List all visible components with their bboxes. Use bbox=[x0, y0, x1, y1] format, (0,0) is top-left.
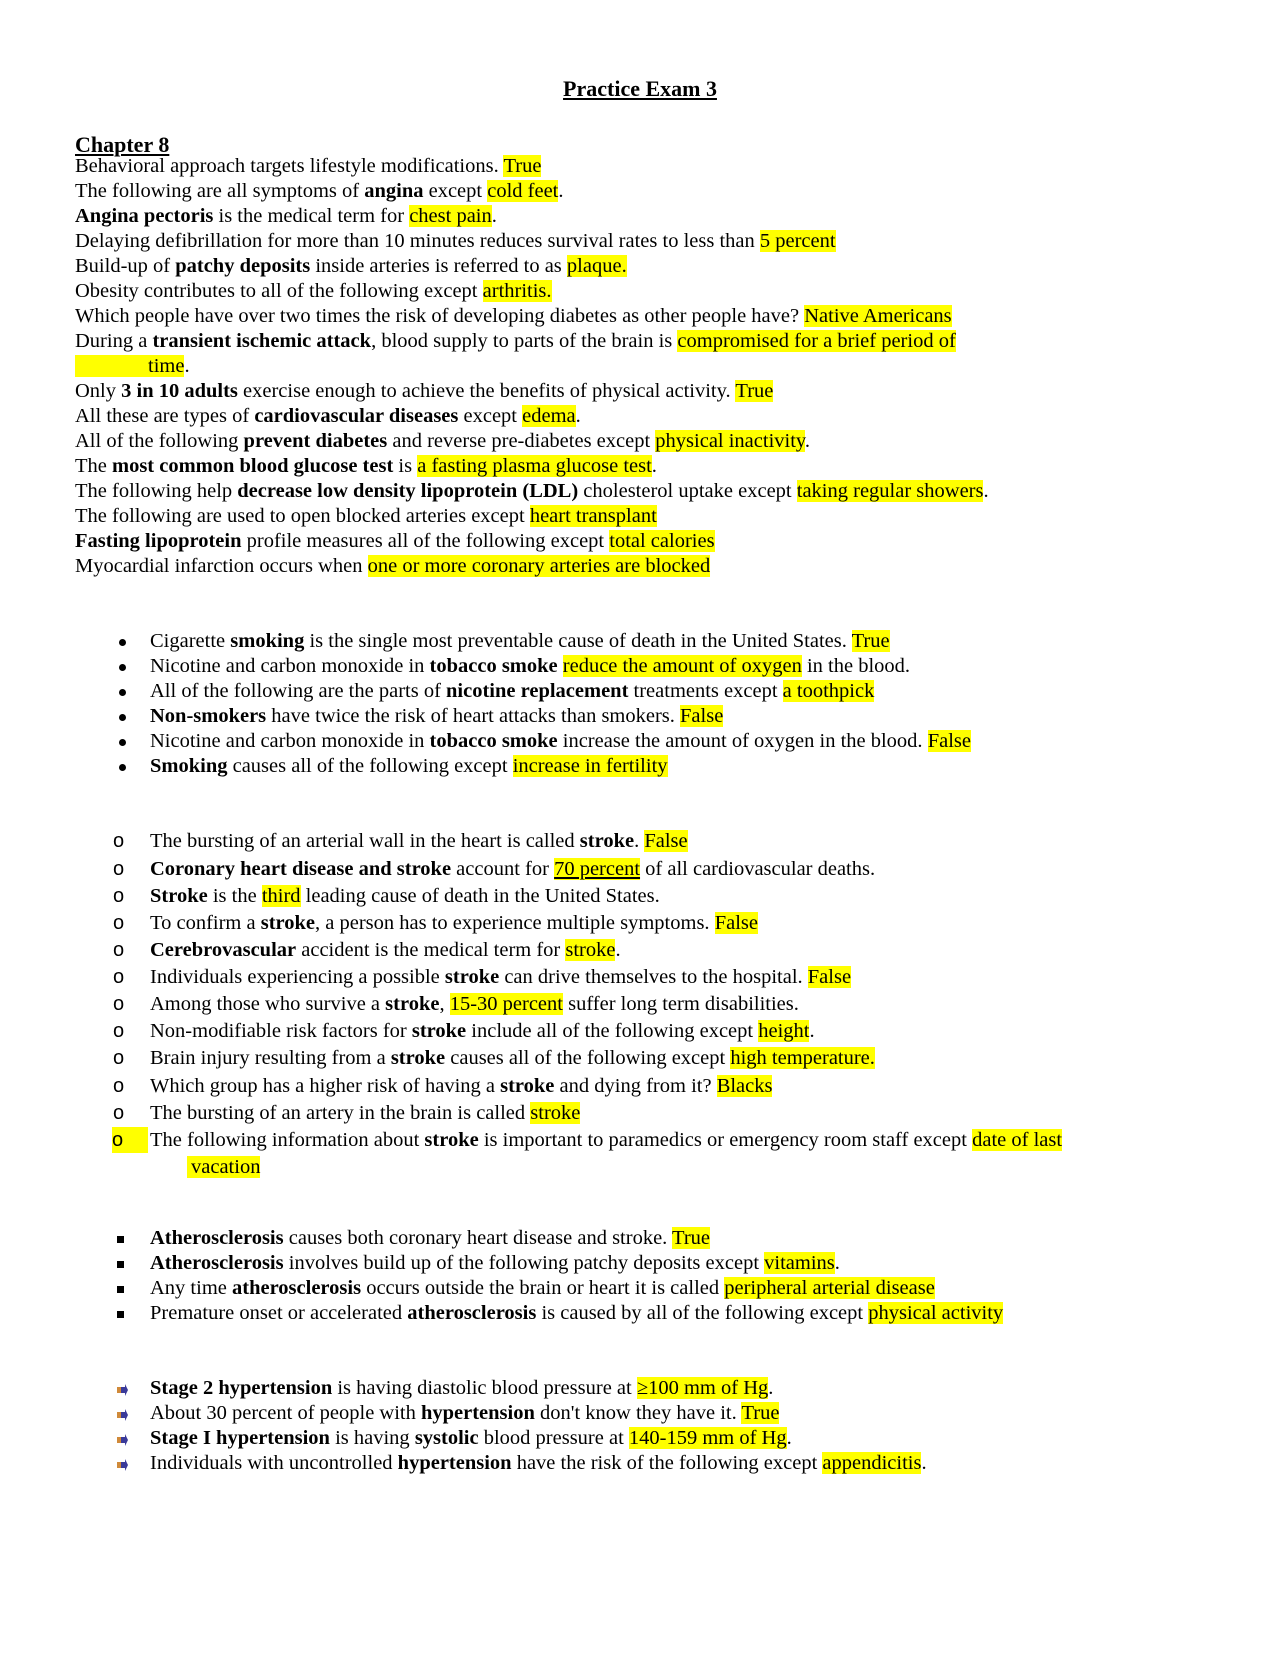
list-item: Nicotine and carbon monoxide in tobacco smoke increase the amount of oxygen in the blood. False bbox=[150, 730, 971, 752]
list-item: The bursting of an arterial wall in the heart is called stroke. False bbox=[150, 830, 688, 852]
list-item: The bursting of an artery in the brain is called stroke bbox=[150, 1102, 581, 1124]
bullet-circle-icon: o bbox=[113, 966, 125, 988]
bullet-circle-icon: o bbox=[113, 1047, 125, 1069]
question-line: The following help decrease low density lipoprotein (LDL) cholesterol uptake except taking regular showers. bbox=[75, 480, 989, 502]
list-item: To confirm a stroke, a person has to experience multiple symptoms. False bbox=[150, 912, 758, 934]
bullet-dot-icon bbox=[119, 639, 126, 646]
list-item: Individuals with uncontrolled hypertension have the risk of the following except appendicitis. bbox=[150, 1452, 927, 1474]
list-item: About 30 percent of people with hypertension don't know they have it. True bbox=[150, 1402, 780, 1424]
arrow-bullet-icon bbox=[115, 1433, 129, 1447]
question-line: During a transient ischemic attack, blood supply to parts of the brain is compromised for a brief period of bbox=[75, 330, 956, 352]
bullet-dot-icon bbox=[119, 714, 126, 721]
bullet-dot-icon bbox=[119, 664, 126, 671]
bullet-circle-icon: o bbox=[113, 1075, 125, 1097]
list-item: Any time atherosclerosis occurs outside the brain or heart it is called peripheral arterial disease bbox=[150, 1277, 935, 1299]
arrow-bullet-icon bbox=[115, 1408, 129, 1422]
bullet-dot-icon bbox=[119, 739, 126, 746]
question-line: The most common blood glucose test is a fasting plasma glucose test. bbox=[75, 455, 657, 477]
bullet-circle-icon: o bbox=[113, 858, 125, 880]
question-line: Angina pectoris is the medical term for chest pain. bbox=[75, 205, 497, 227]
list-item: Smoking causes all of the following except increase in fertility bbox=[150, 755, 668, 777]
list-item: Among those who survive a stroke, 15-30 percent suffer long term disabilities. bbox=[150, 993, 799, 1015]
bullet-square-icon bbox=[117, 1261, 124, 1268]
list-item: Cerebrovascular accident is the medical term for stroke. bbox=[150, 939, 621, 961]
question-line: Behavioral approach targets lifestyle modifications. True bbox=[75, 155, 542, 177]
arrow-bullet-icon bbox=[115, 1383, 129, 1397]
bullet-circle-icon: o bbox=[113, 1102, 125, 1124]
bullet-circle-icon: o bbox=[113, 939, 125, 961]
list-item: Coronary heart disease and stroke account for 70 percent of all cardiovascular deaths. bbox=[150, 858, 876, 880]
question-line: Delaying defibrillation for more than 10 minutes reduces survival rates to less than 5 percent bbox=[75, 230, 836, 252]
list-item: The following information about stroke is important to paramedics or emergency room staff except date of last bbox=[150, 1129, 1063, 1151]
list-item: Which group has a higher risk of having a stroke and dying from it? Blacks bbox=[150, 1075, 773, 1097]
chapter-heading: Chapter 8 bbox=[75, 132, 170, 157]
bullet-circle-icon: o bbox=[112, 1127, 148, 1153]
question-line: All of the following prevent diabetes and reverse pre-diabetes except physical inactivity. bbox=[75, 430, 810, 452]
bullet-circle-icon: o bbox=[113, 1020, 125, 1042]
list-item: Brain injury resulting from a stroke causes all of the following except high temperature. bbox=[150, 1047, 875, 1069]
bullet-square-icon bbox=[117, 1311, 124, 1318]
bullet-dot-icon bbox=[119, 764, 126, 771]
bullet-circle-icon: o bbox=[113, 830, 125, 852]
bullet-circle-icon: o bbox=[113, 885, 125, 907]
list-item: Premature onset or accelerated atherosclerosis is caused by all of the following except physical activity bbox=[150, 1302, 1004, 1324]
question-line: Myocardial infarction occurs when one or more coronary arteries are blocked bbox=[75, 555, 711, 577]
list-item-continued: vacation bbox=[187, 1154, 260, 1180]
question-line: Only 3 in 10 adults exercise enough to achieve the benefits of physical activity. True bbox=[75, 380, 774, 402]
list-item: Stage 2 hypertension is having diastolic blood pressure at ≥100 mm of Hg. bbox=[150, 1377, 774, 1399]
list-item: Cigarette smoking is the single most preventable cause of death in the United States. True bbox=[150, 630, 890, 652]
question-line: Build-up of patchy deposits inside arteries is referred to as plaque. bbox=[75, 255, 627, 277]
question-line: The following are used to open blocked arteries except heart transplant bbox=[75, 505, 657, 527]
question-line: All these are types of cardiovascular diseases except edema. bbox=[75, 405, 581, 427]
bullet-dot-icon bbox=[119, 689, 126, 696]
bullet-square-icon bbox=[117, 1286, 124, 1293]
bullet-square-icon bbox=[117, 1236, 124, 1243]
page-title: Practice Exam 3 bbox=[563, 76, 717, 101]
question-line: Which people have over two times the risk of developing diabetes as other people have? Native Americans bbox=[75, 305, 952, 327]
question-line: Obesity contributes to all of the following except arthritis. bbox=[75, 280, 552, 302]
question-line: Fasting lipoprotein profile measures all of the following except total calories bbox=[75, 530, 715, 552]
list-item: Stroke is the third leading cause of death in the United States. bbox=[150, 885, 660, 907]
arrow-bullet-icon bbox=[115, 1458, 129, 1472]
question-line: The following are all symptoms of angina except cold feet. bbox=[75, 180, 564, 202]
list-item: Atherosclerosis involves build up of the following patchy deposits except vitamins. bbox=[150, 1252, 840, 1274]
bullet-circle-icon: o bbox=[113, 912, 125, 934]
list-item: Non-modifiable risk factors for stroke include all of the following except height. bbox=[150, 1020, 815, 1042]
list-item: Non-smokers have twice the risk of heart attacks than smokers. False bbox=[150, 705, 724, 727]
list-item: Stage I hypertension is having systolic blood pressure at 140-159 mm of Hg. bbox=[150, 1427, 792, 1449]
list-item: Individuals experiencing a possible stroke can drive themselves to the hospital. False bbox=[150, 966, 852, 988]
list-item: Nicotine and carbon monoxide in tobacco smoke reduce the amount of oxygen in the blood. bbox=[150, 655, 911, 677]
list-item: Atherosclerosis causes both coronary heart disease and stroke. True bbox=[150, 1227, 711, 1249]
question-line-continued: time. bbox=[75, 353, 190, 379]
bullet-circle-icon: o bbox=[113, 993, 125, 1015]
list-item: All of the following are the parts of nicotine replacement treatments except a toothpick bbox=[150, 680, 875, 702]
